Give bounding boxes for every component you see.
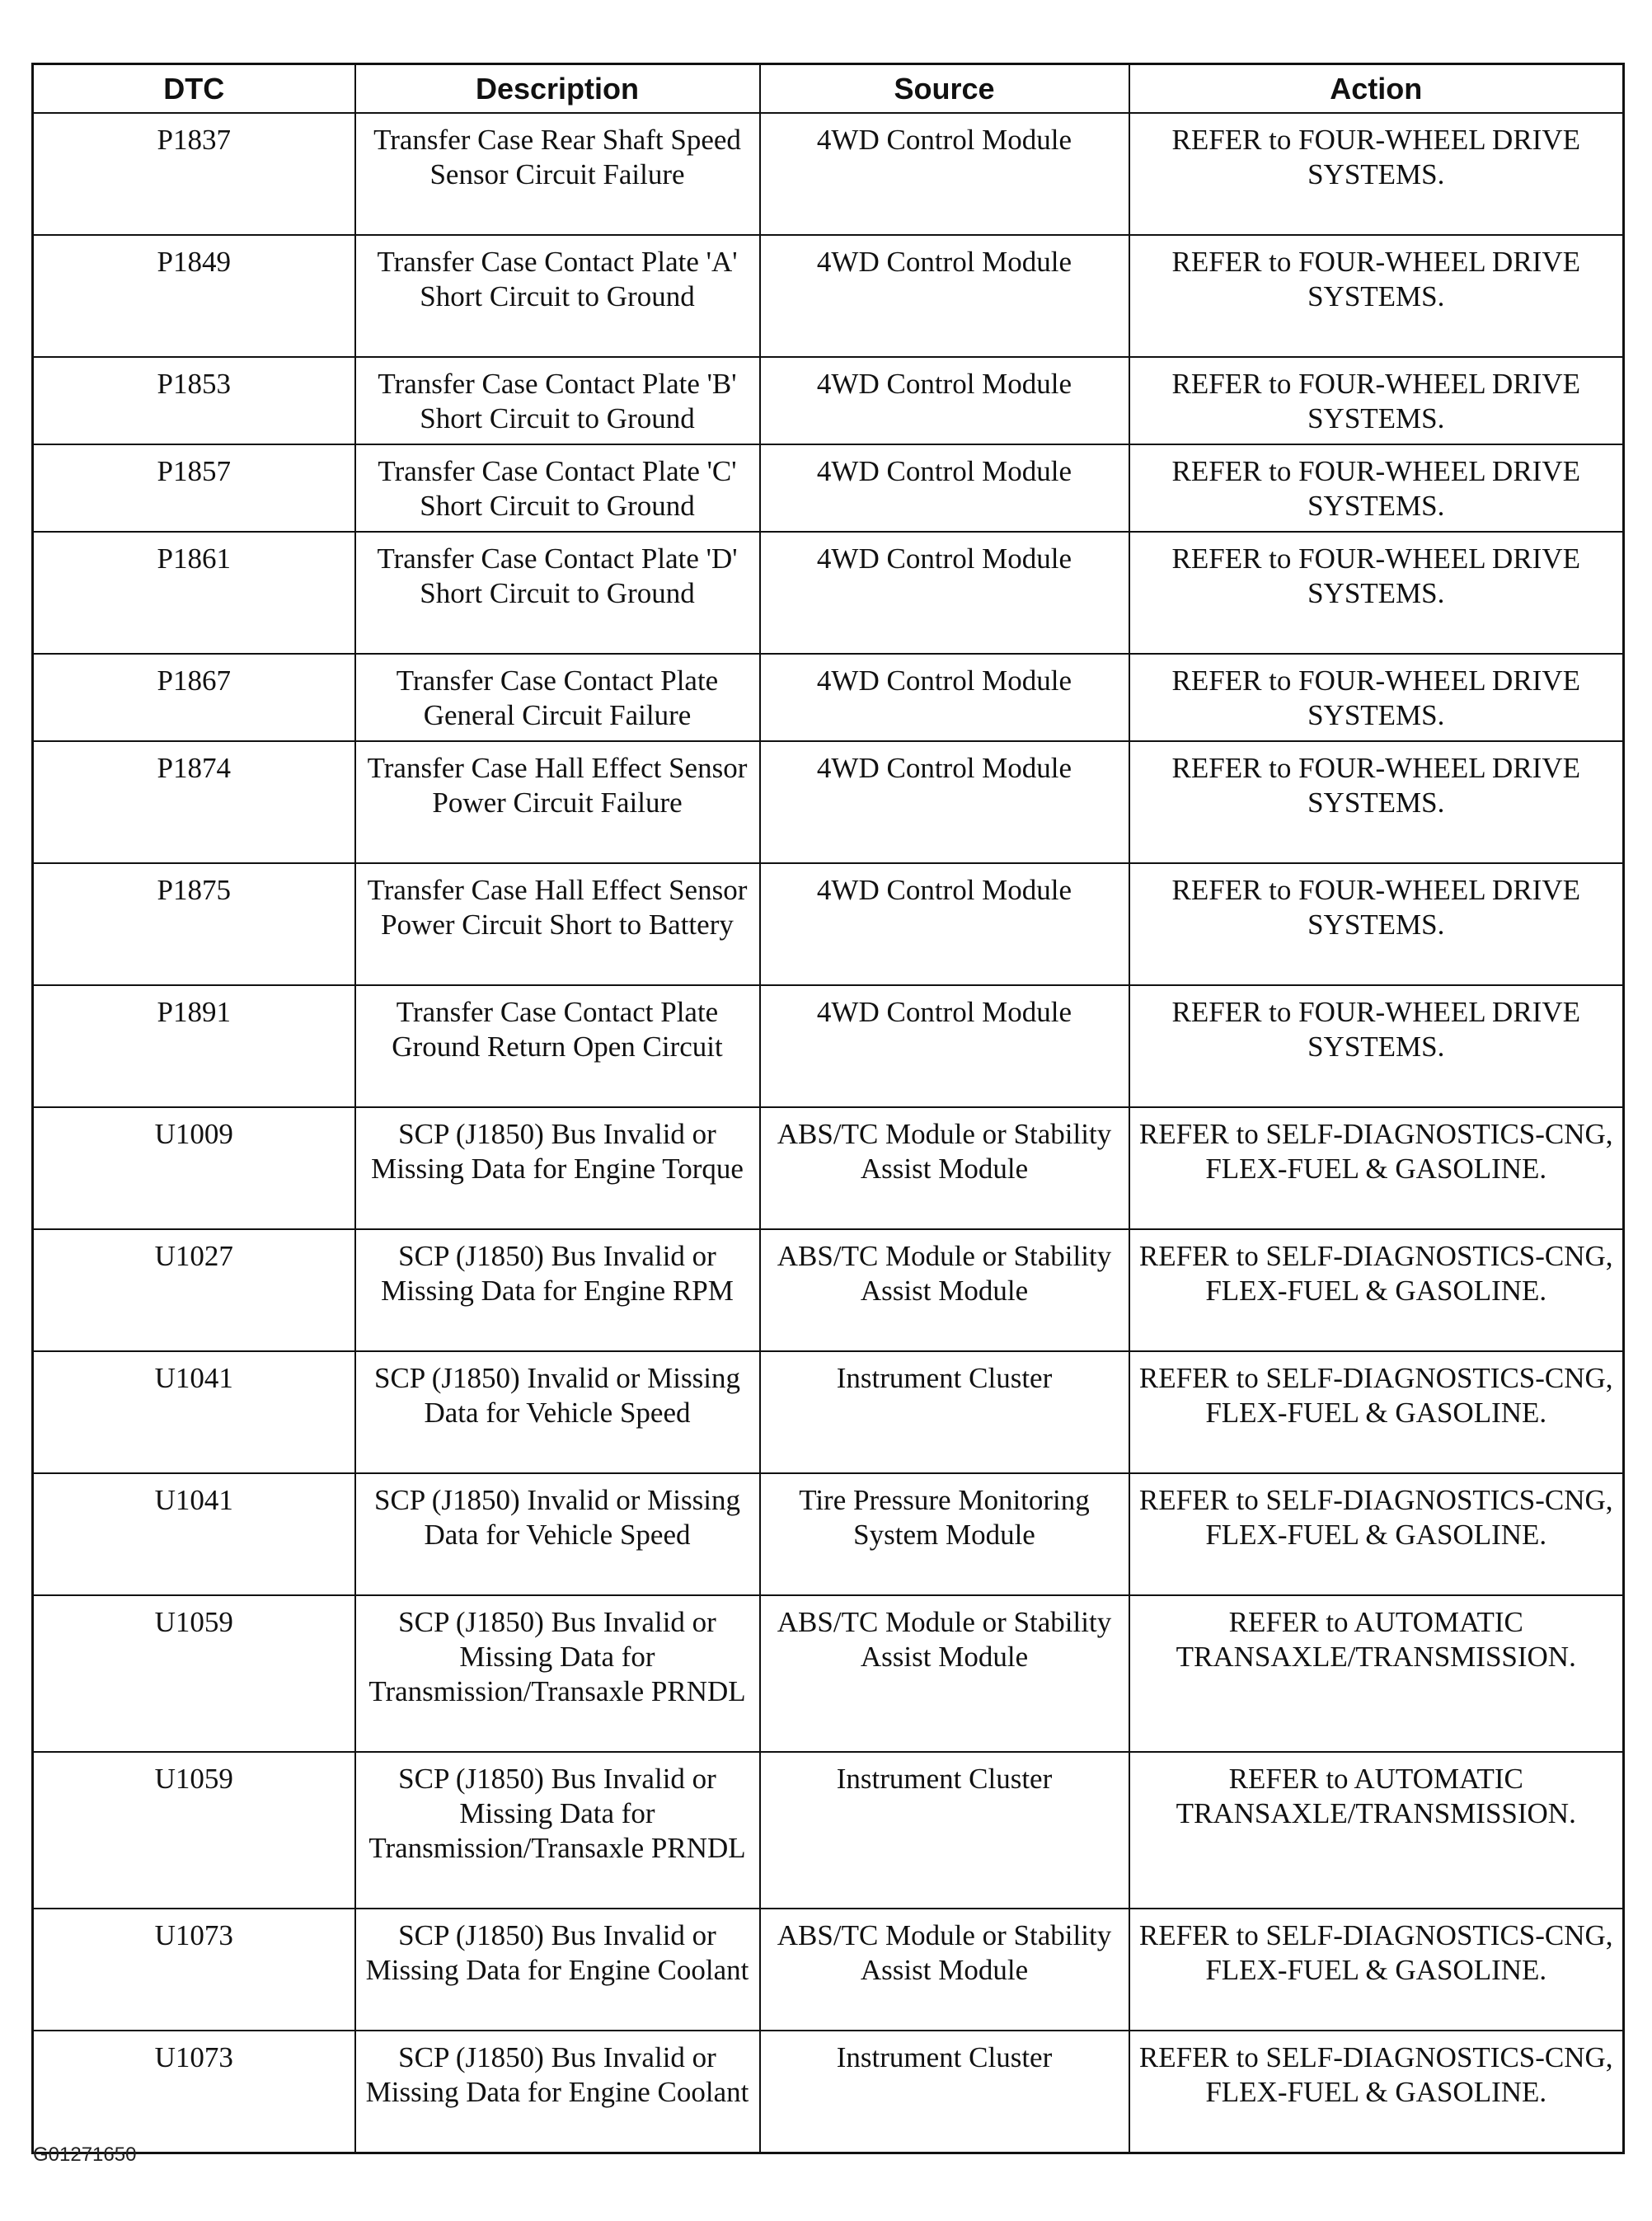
table-row — [33, 113, 1624, 235]
cell-description: SCP (J1850) Invalid or Missing Data for Vehicle Speed — [355, 1473, 760, 1595]
cell-action: REFER to FOUR-WHEEL DRIVE SYSTEMS. — [1129, 113, 1624, 235]
table-row — [33, 444, 1624, 532]
cell-action: REFER to AUTOMATIC TRANSAXLE/TRANSMISSION. — [1129, 1752, 1624, 1909]
table-row — [33, 357, 1624, 444]
cell-source: 4WD Control Module — [760, 741, 1129, 863]
cell-source: ABS/TC Module or Stability Assist Module — [760, 1107, 1129, 1229]
dtc-table — [31, 63, 1625, 2154]
cell-dtc: P1867 — [33, 654, 355, 741]
cell-action: REFER to SELF-DIAGNOSTICS-CNG, FLEX-FUEL & GASOLINE. — [1129, 1107, 1624, 1229]
cell-description: Transfer Case Hall Effect Sensor Power Circuit Short to Battery — [355, 863, 760, 985]
header-dtc: DTC — [33, 64, 355, 114]
cell-description: SCP (J1850) Invalid or Missing Data for Vehicle Speed — [355, 1351, 760, 1473]
cell-description: SCP (J1850) Bus Invalid or Missing Data for Engine RPM — [355, 1229, 760, 1351]
table-row — [33, 1909, 1624, 2031]
cell-source: 4WD Control Module — [760, 532, 1129, 654]
cell-action: REFER to FOUR-WHEEL DRIVE SYSTEMS. — [1129, 235, 1624, 357]
cell-dtc: U1041 — [33, 1351, 355, 1473]
cell-source: 4WD Control Module — [760, 654, 1129, 741]
cell-description: SCP (J1850) Bus Invalid or Missing Data for Transmission/Transaxle PRNDL — [355, 1752, 760, 1909]
cell-description: Transfer Case Contact Plate 'C' Short Circuit to Ground — [355, 444, 760, 532]
cell-dtc: P1853 — [33, 357, 355, 444]
table-row — [33, 1107, 1624, 1229]
cell-dtc: U1059 — [33, 1752, 355, 1909]
cell-dtc: P1849 — [33, 235, 355, 357]
cell-description: Transfer Case Contact Plate 'A' Short Circuit to Ground — [355, 235, 760, 357]
cell-source: 4WD Control Module — [760, 863, 1129, 985]
cell-action: REFER to SELF-DIAGNOSTICS-CNG, FLEX-FUEL & GASOLINE. — [1129, 1909, 1624, 2031]
table-header-row — [33, 64, 1624, 114]
cell-dtc: U1073 — [33, 1909, 355, 2031]
cell-dtc: P1857 — [33, 444, 355, 532]
header-source: Source — [760, 64, 1129, 114]
cell-action: REFER to AUTOMATIC TRANSAXLE/TRANSMISSION. — [1129, 1595, 1624, 1752]
cell-description: SCP (J1850) Bus Invalid or Missing Data for Engine Torque — [355, 1107, 760, 1229]
header-description: Description — [355, 64, 760, 114]
dtc-table-container — [31, 63, 1622, 2154]
cell-description: Transfer Case Rear Shaft Speed Sensor Circuit Failure — [355, 113, 760, 235]
table-row — [33, 985, 1624, 1107]
cell-source: Instrument Cluster — [760, 2031, 1129, 2153]
cell-action: REFER to FOUR-WHEEL DRIVE SYSTEMS. — [1129, 741, 1624, 863]
cell-description: SCP (J1850) Bus Invalid or Missing Data for Engine Coolant — [355, 2031, 760, 2153]
cell-description: Transfer Case Hall Effect Sensor Power Circuit Failure — [355, 741, 760, 863]
table-row — [33, 654, 1624, 741]
cell-source: 4WD Control Module — [760, 357, 1129, 444]
cell-dtc: U1059 — [33, 1595, 355, 1752]
header-action: Action — [1129, 64, 1624, 114]
cell-source: ABS/TC Module or Stability Assist Module — [760, 1229, 1129, 1351]
table-row — [33, 1229, 1624, 1351]
table-row — [33, 741, 1624, 863]
cell-description: Transfer Case Contact Plate General Circuit Failure — [355, 654, 760, 741]
cell-source: 4WD Control Module — [760, 235, 1129, 357]
cell-source: Instrument Cluster — [760, 1752, 1129, 1909]
cell-dtc: P1891 — [33, 985, 355, 1107]
cell-dtc: U1009 — [33, 1107, 355, 1229]
cell-source: 4WD Control Module — [760, 444, 1129, 532]
cell-action: REFER to FOUR-WHEEL DRIVE SYSTEMS. — [1129, 444, 1624, 532]
cell-dtc: P1875 — [33, 863, 355, 985]
cell-action: REFER to FOUR-WHEEL DRIVE SYSTEMS. — [1129, 532, 1624, 654]
cell-action: REFER to FOUR-WHEEL DRIVE SYSTEMS. — [1129, 357, 1624, 444]
cell-description: SCP (J1850) Bus Invalid or Missing Data for Engine Coolant — [355, 1909, 760, 2031]
cell-action: REFER to FOUR-WHEEL DRIVE SYSTEMS. — [1129, 654, 1624, 741]
cell-action: REFER to FOUR-WHEEL DRIVE SYSTEMS. — [1129, 985, 1624, 1107]
table-row — [33, 1351, 1624, 1473]
cell-dtc: P1874 — [33, 741, 355, 863]
cell-description: Transfer Case Contact Plate 'D' Short Circuit to Ground — [355, 532, 760, 654]
cell-action: REFER to SELF-DIAGNOSTICS-CNG, FLEX-FUEL & GASOLINE. — [1129, 1473, 1624, 1595]
table-row — [33, 1473, 1624, 1595]
table-row — [33, 2031, 1624, 2153]
table-row — [33, 532, 1624, 654]
cell-dtc: U1041 — [33, 1473, 355, 1595]
cell-action: REFER to SELF-DIAGNOSTICS-CNG, FLEX-FUEL & GASOLINE. — [1129, 1351, 1624, 1473]
cell-action: REFER to FOUR-WHEEL DRIVE SYSTEMS. — [1129, 863, 1624, 985]
cell-action: REFER to SELF-DIAGNOSTICS-CNG, FLEX-FUEL & GASOLINE. — [1129, 2031, 1624, 2153]
table-row — [33, 863, 1624, 985]
cell-source: Instrument Cluster — [760, 1351, 1129, 1473]
cell-dtc: P1861 — [33, 532, 355, 654]
figure-id: G01271650 — [33, 2144, 137, 2166]
table-row — [33, 235, 1624, 357]
cell-dtc: U1073 — [33, 2031, 355, 2153]
table-row — [33, 1595, 1624, 1752]
cell-source: 4WD Control Module — [760, 113, 1129, 235]
cell-description: SCP (J1850) Bus Invalid or Missing Data for Transmission/Transaxle PRNDL — [355, 1595, 760, 1752]
cell-source: Tire Pressure Monitoring System Module — [760, 1473, 1129, 1595]
cell-source: 4WD Control Module — [760, 985, 1129, 1107]
cell-action: REFER to SELF-DIAGNOSTICS-CNG, FLEX-FUEL & GASOLINE. — [1129, 1229, 1624, 1351]
cell-source: ABS/TC Module or Stability Assist Module — [760, 1909, 1129, 2031]
cell-description: Transfer Case Contact Plate Ground Return Open Circuit — [355, 985, 760, 1107]
cell-description: Transfer Case Contact Plate 'B' Short Circuit to Ground — [355, 357, 760, 444]
cell-dtc: U1027 — [33, 1229, 355, 1351]
table-row — [33, 1752, 1624, 1909]
cell-dtc: P1837 — [33, 113, 355, 235]
cell-source: ABS/TC Module or Stability Assist Module — [760, 1595, 1129, 1752]
